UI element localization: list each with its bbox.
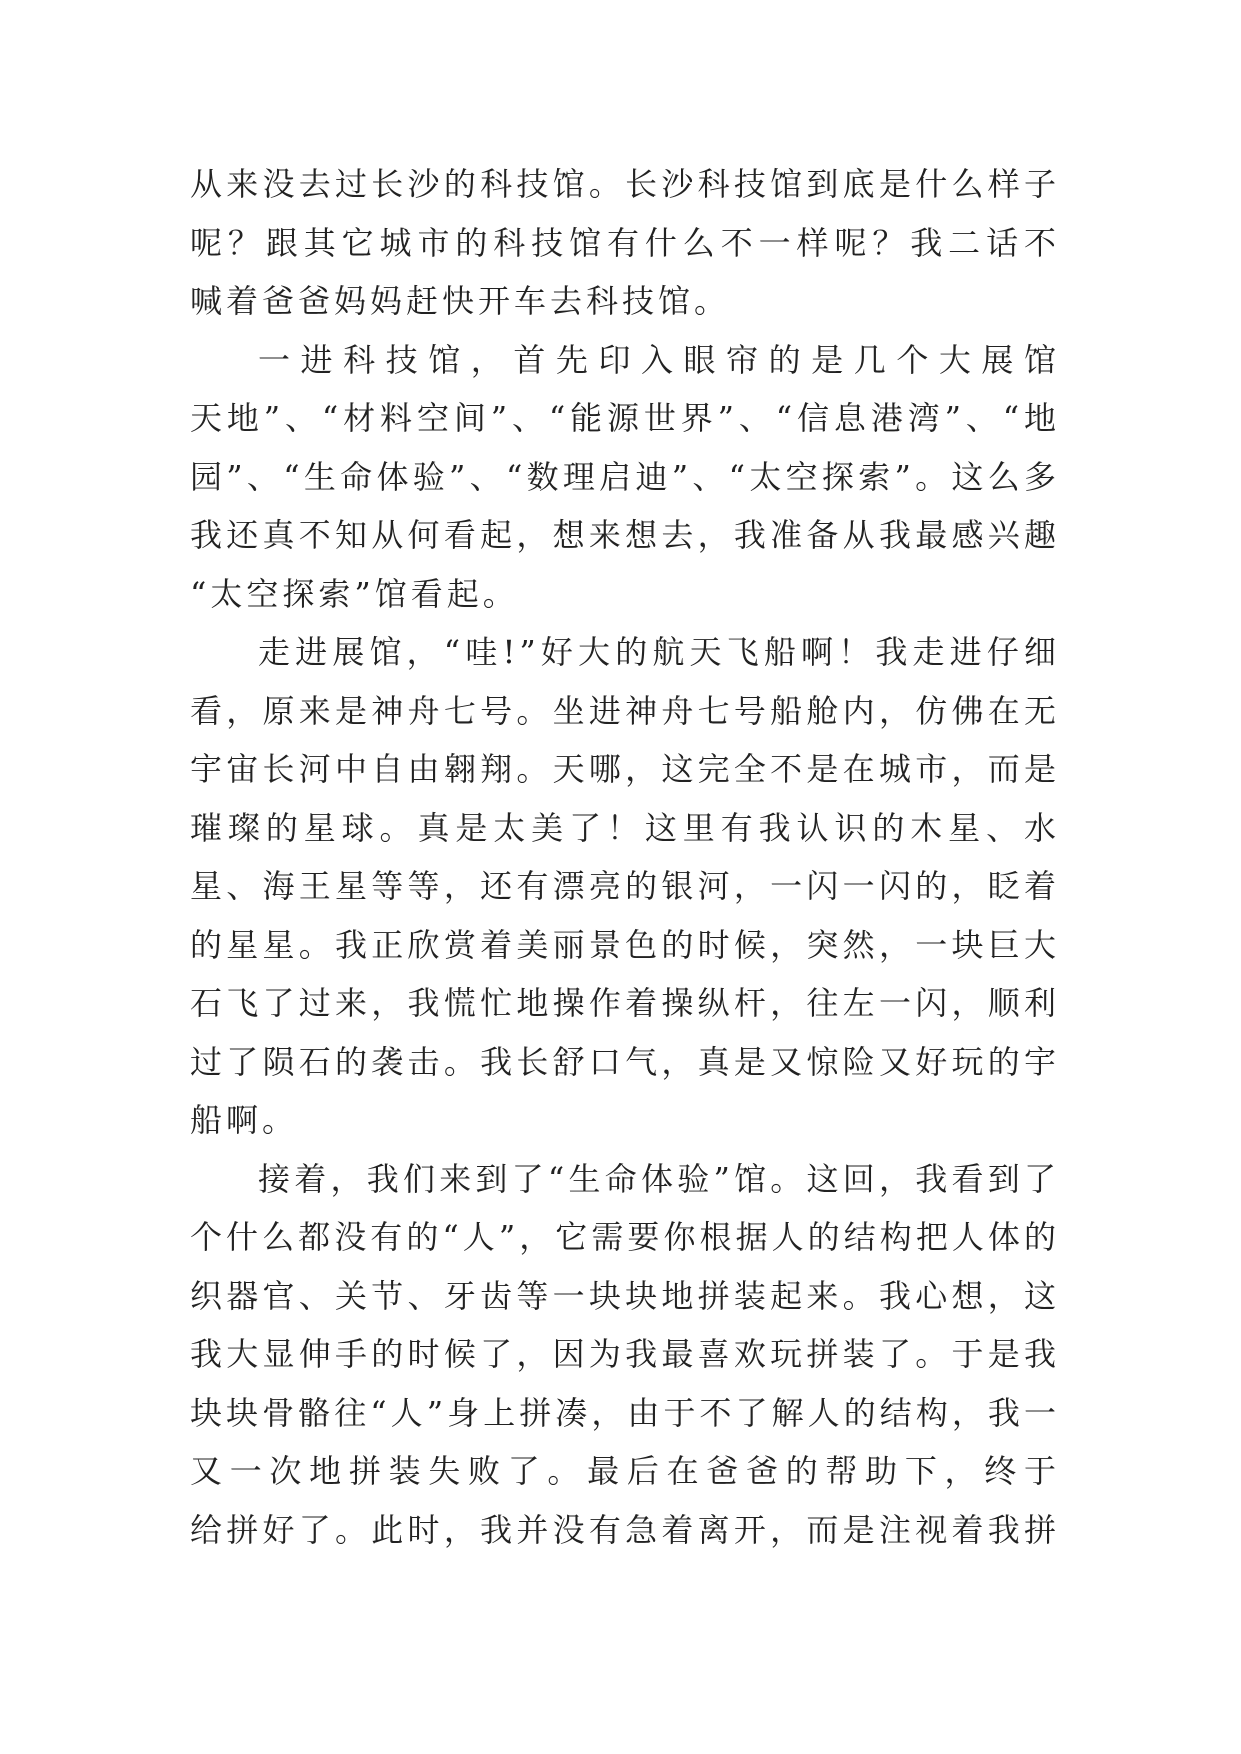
- paragraph-first-line: 接着，我们来到了“生命体验”馆。这回，我看到了: [258, 1159, 1060, 1198]
- text-line: 我还真不知从何看起，想来想去，我准备从我最感兴趣: [190, 516, 1060, 554]
- paragraph-first-line: 一进科技馆，首先印入眼帘的是几个大展馆: [258, 340, 1060, 379]
- text-line: 宇宙长河中自由翱翔。天哪，这完全不是在城市，而是: [190, 750, 1060, 788]
- text-line: 天地”、“材料空间”、“能源世界”、“信息港湾”、“地: [190, 399, 1060, 437]
- text-line: 又一次地拼装失败了。最后在爸爸的帮助下，终于: [190, 1452, 1060, 1490]
- text-line: 块块骨骼往“人”身上拼凑，由于不了解人的结构，我一: [190, 1393, 1060, 1432]
- text-line: 个什么都没有的“人”，它需要你根据人的结构把人体的: [190, 1218, 1060, 1256]
- text-line: 呢？跟其它城市的科技馆有什么不一样呢？我二话不: [190, 223, 1060, 262]
- text-line: 石飞了过来，我慌忙地操作着操纵杆，往左一闪，顺利: [190, 984, 1060, 1022]
- text-line: 的星星。我正欣赏着美丽景色的时候，突然，一块巨大: [190, 925, 1060, 964]
- text-line: 璀璨的星球。真是太美了！这里有我认识的木星、水: [190, 808, 1060, 847]
- text-line: 园”、“生命体验”、“数理启迪”、“太空探索”。这么多: [190, 457, 1060, 496]
- essay-body: [190, 155, 1060, 1559]
- text-line: 从来没去过长沙的科技馆。长沙科技馆到底是什么样子: [190, 165, 1060, 203]
- text-line: “太空探索”馆看起。: [190, 574, 519, 613]
- text-line: 喊着爸爸妈妈赶快开车去科技馆。: [190, 282, 731, 320]
- text-line: 船啊。: [190, 1101, 299, 1139]
- text-line: 星、海王星等等，还有漂亮的银河，一闪一闪的，眨着: [190, 867, 1060, 905]
- text-line: 给拼好了。此时，我并没有急着离开，而是注视着我拼: [190, 1510, 1060, 1549]
- paragraph-first-line: 走进展馆，“哇!”好大的航天飞船啊！我走进仔细: [258, 633, 1060, 671]
- text-line: 过了陨石的袭击。我长舒口气，真是又惊险又好玩的宇: [190, 1042, 1060, 1081]
- text-line: 看，原来是神舟七号。坐进神舟七号船舱内，仿佛在无: [190, 691, 1060, 730]
- text-line: 我大显伸手的时候了，因为我最喜欢玩拼装了。于是我: [190, 1335, 1060, 1373]
- text-line: 织器官、关节、牙齿等一块块地拼装起来。我心想，这: [190, 1276, 1060, 1315]
